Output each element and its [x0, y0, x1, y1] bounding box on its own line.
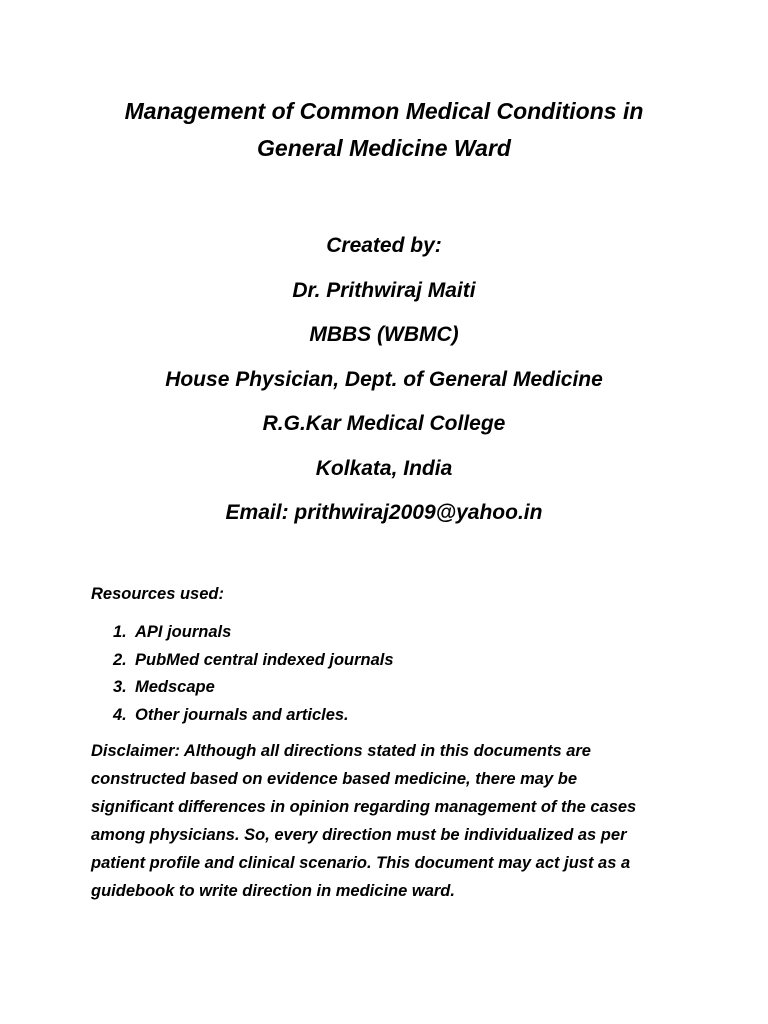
- author-degree: MBBS (WBMC): [309, 323, 459, 346]
- disclaimer-line: patient profile and clinical scenario. This document may act just as a: [91, 854, 631, 872]
- list-item: [91, 648, 394, 676]
- list-item-number: 3.: [113, 678, 127, 696]
- author-position: House Physician, Dept. of General Medicine: [165, 367, 603, 391]
- disclaimer-line: constructed based on evidence based medicine, there may be: [91, 770, 578, 788]
- document-title: [60, 93, 708, 167]
- author-credits: [60, 224, 708, 536]
- author-college: R.G.Kar Medical College: [262, 412, 506, 435]
- title-line-1: Management of Common Medical Conditions in: [124, 98, 644, 124]
- disclaimer-paragraph: [91, 737, 691, 905]
- author-name: Dr. Prithwiraj Maiti: [292, 278, 476, 302]
- list-item-text: Medscape: [135, 678, 215, 696]
- list-item-number: 2.: [113, 650, 127, 669]
- disclaimer-line: significant differences in opinion regarding management of the cases: [91, 798, 637, 816]
- list-item: [91, 703, 394, 731]
- resources-list: [91, 620, 394, 730]
- list-item: [91, 620, 394, 648]
- author-location: Kolkata, India: [315, 456, 453, 480]
- list-item-text: API journals: [135, 623, 232, 641]
- disclaimer-line: guidebook to write direction in medicine ward.: [91, 882, 455, 900]
- author-email: Email: prithwiraj2009@yahoo.in: [225, 501, 543, 524]
- list-item-number: 1.: [113, 623, 127, 641]
- list-item-text: PubMed central indexed journals: [135, 650, 394, 669]
- title-line-2: General Medicine Ward: [257, 135, 511, 161]
- disclaimer-line: Disclaimer: Although all directions stated in this documents are: [91, 742, 591, 760]
- disclaimer-line: among physicians. So, every direction must be individualized as per: [91, 826, 627, 844]
- list-item: [91, 675, 394, 703]
- resources-heading: Resources used:: [91, 585, 224, 603]
- list-item-number: 4.: [113, 705, 127, 724]
- list-item-text: Other journals and articles.: [135, 705, 349, 724]
- created-by-label: Created by:: [326, 234, 442, 257]
